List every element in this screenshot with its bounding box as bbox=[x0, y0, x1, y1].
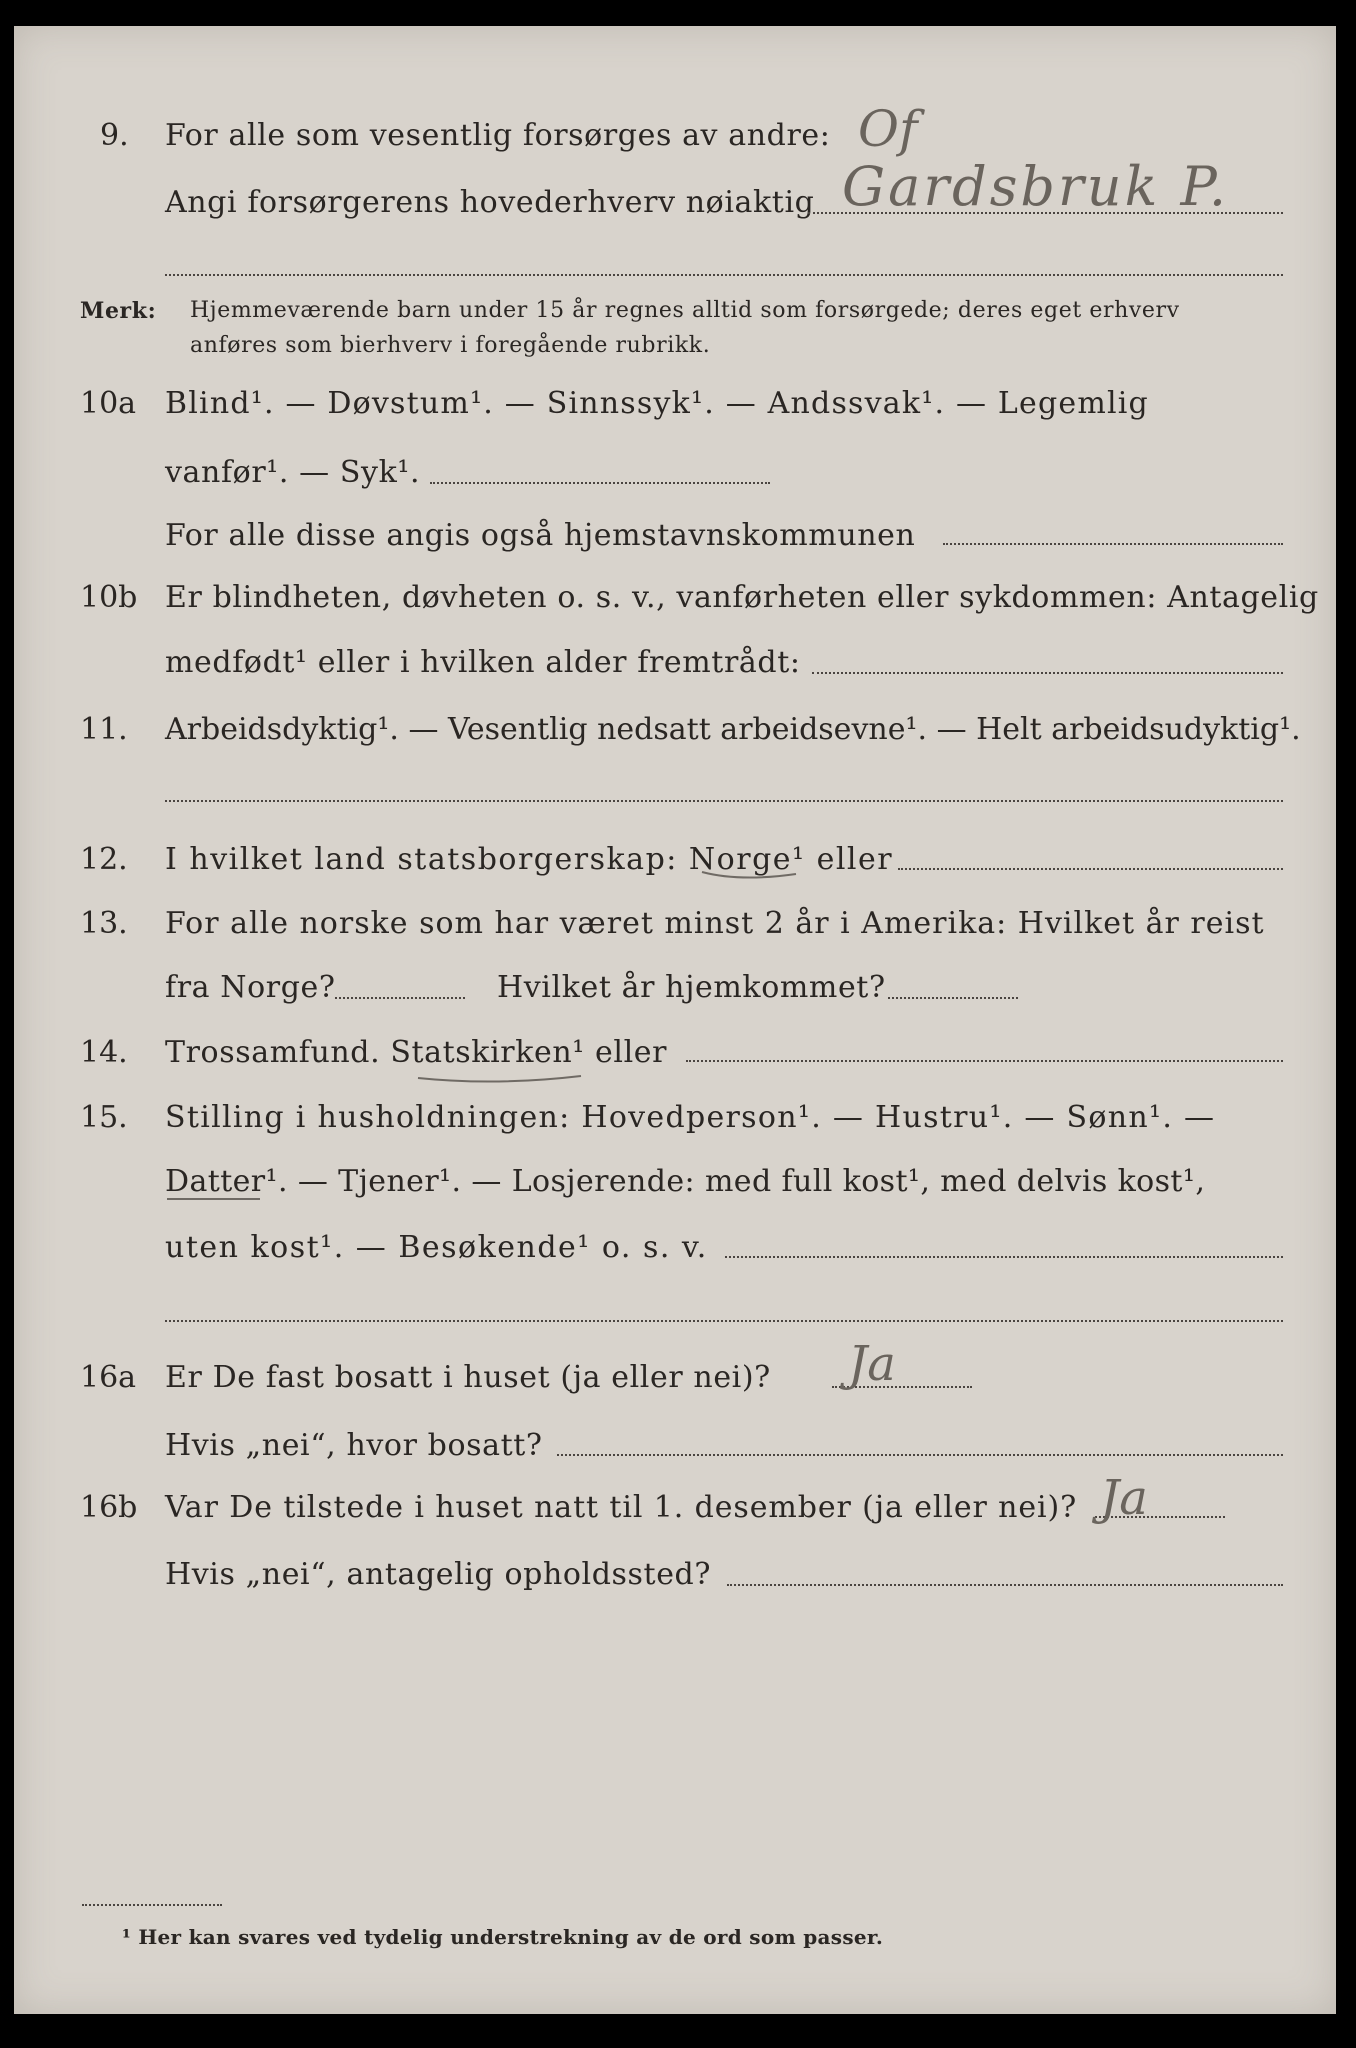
q13-line2b: Hvilket år hjemkommet? bbox=[497, 970, 886, 1005]
q14-answer-line bbox=[686, 1060, 1283, 1062]
q10b-line2: medfødt¹ eller i hvilken alder fremtrådt: bbox=[165, 645, 801, 680]
q15-datter-underline bbox=[165, 1195, 265, 1205]
q15-number: 15. bbox=[80, 1100, 128, 1135]
q10a-line2: vanfør¹. — Syk¹. bbox=[165, 455, 421, 490]
q15-answer-line bbox=[725, 1256, 1283, 1258]
q14-number: 14. bbox=[80, 1035, 128, 1070]
q14-statskirken-underline bbox=[416, 1072, 586, 1086]
q13-line1: For alle norske som har været minst 2 år i Amerika: Hvilket år reist bbox=[165, 906, 1265, 941]
q10a-answer-line bbox=[430, 482, 770, 484]
q10b-number: 10b bbox=[80, 580, 138, 615]
q13-reist-line bbox=[335, 997, 465, 999]
q16b-number: 16b bbox=[80, 1490, 138, 1525]
q13-line2a: fra Norge? bbox=[165, 970, 336, 1005]
q10b-line1: Er blindheten, døvheten o. s. v., vanførheten eller sykdommen: Antagelig bbox=[165, 580, 1319, 615]
q9-extra-line bbox=[165, 274, 1283, 276]
q16b-handwritten-answer: Ja bbox=[1100, 1470, 1148, 1526]
merk-line2: anføres som bierhverv i foregående rubrikk. bbox=[190, 333, 711, 358]
footnote: ¹ Her kan svares ved tydelig understrekning av de ord som passer. bbox=[122, 1925, 884, 1949]
q12-number: 12. bbox=[80, 842, 128, 877]
q13-hjemkommet-line bbox=[888, 997, 1018, 999]
q14-line1: Trossamfund. Statskirken¹ eller bbox=[165, 1035, 668, 1070]
census-form-page bbox=[14, 26, 1336, 2014]
q15-line3: uten kost¹. — Besøkende¹ o. s. v. bbox=[165, 1230, 708, 1265]
q11-extra-line bbox=[165, 800, 1283, 802]
q11-line1: Arbeidsdyktig¹. — Vesentlig nedsatt arbeidsevne¹. — Helt arbeidsudyktig¹. bbox=[165, 712, 1301, 747]
q16a-number: 16a bbox=[80, 1360, 137, 1395]
q11-number: 11. bbox=[80, 712, 128, 747]
q10a-number: 10a bbox=[80, 386, 137, 421]
q16a-bosatt-line bbox=[557, 1454, 1283, 1456]
merk-label: Merk: bbox=[80, 298, 157, 324]
q10a-line1: Blind¹. — Døvstum¹. — Sinnssyk¹. — Andssvak¹. — Legemlig bbox=[165, 386, 1149, 421]
q16a-handwritten-answer: Ja bbox=[848, 1336, 896, 1392]
q10a-hjemstavn-line bbox=[943, 543, 1283, 545]
footnote-separator bbox=[82, 1904, 222, 1906]
q9-handwritten-answer-2: Gardsbruk P. bbox=[842, 155, 1230, 218]
q16a-line2: Hvis „nei“, hvor bosatt? bbox=[165, 1428, 543, 1463]
q15-line2: Datter¹. — Tjener¹. — Losjerende: med full kost¹, med delvis kost¹, bbox=[165, 1164, 1206, 1199]
q16a-line1: Er De fast bosatt i huset (ja eller nei)? bbox=[165, 1360, 771, 1395]
q13-number: 13. bbox=[80, 906, 128, 941]
q10a-line3: For alle disse angis også hjemstavnskommunen bbox=[165, 518, 916, 553]
merk-line1: Hjemmeværende barn under 15 år regnes alltid som forsørgede; deres eget erhverv bbox=[190, 298, 1180, 323]
q12-answer-line bbox=[898, 868, 1283, 870]
q16b-line2: Hvis „nei“, antagelig opholdssted? bbox=[165, 1557, 712, 1592]
q10b-answer-line bbox=[812, 672, 1283, 674]
q16b-line1: Var De tilstede i huset natt til 1. desember (ja eller nei)? bbox=[165, 1490, 1078, 1525]
q9-line2: Angi forsørgerens hovederhverv nøiaktig bbox=[165, 185, 815, 220]
q12-line1: I hvilket land statsborgerskap: Norge¹ eller bbox=[165, 842, 894, 877]
q16b-opholdssted-line bbox=[727, 1584, 1283, 1586]
q12-norge-underline bbox=[700, 868, 800, 882]
q9-handwritten-answer-1: Of bbox=[858, 100, 918, 158]
q15-extra-line bbox=[165, 1320, 1283, 1322]
q9-line1: For alle som vesentlig forsørges av andre: bbox=[165, 118, 831, 153]
q9-number: 9. bbox=[100, 118, 129, 153]
q15-line1: Stilling i husholdningen: Hovedperson¹. — Hustru¹. — Sønn¹. — bbox=[165, 1100, 1216, 1135]
